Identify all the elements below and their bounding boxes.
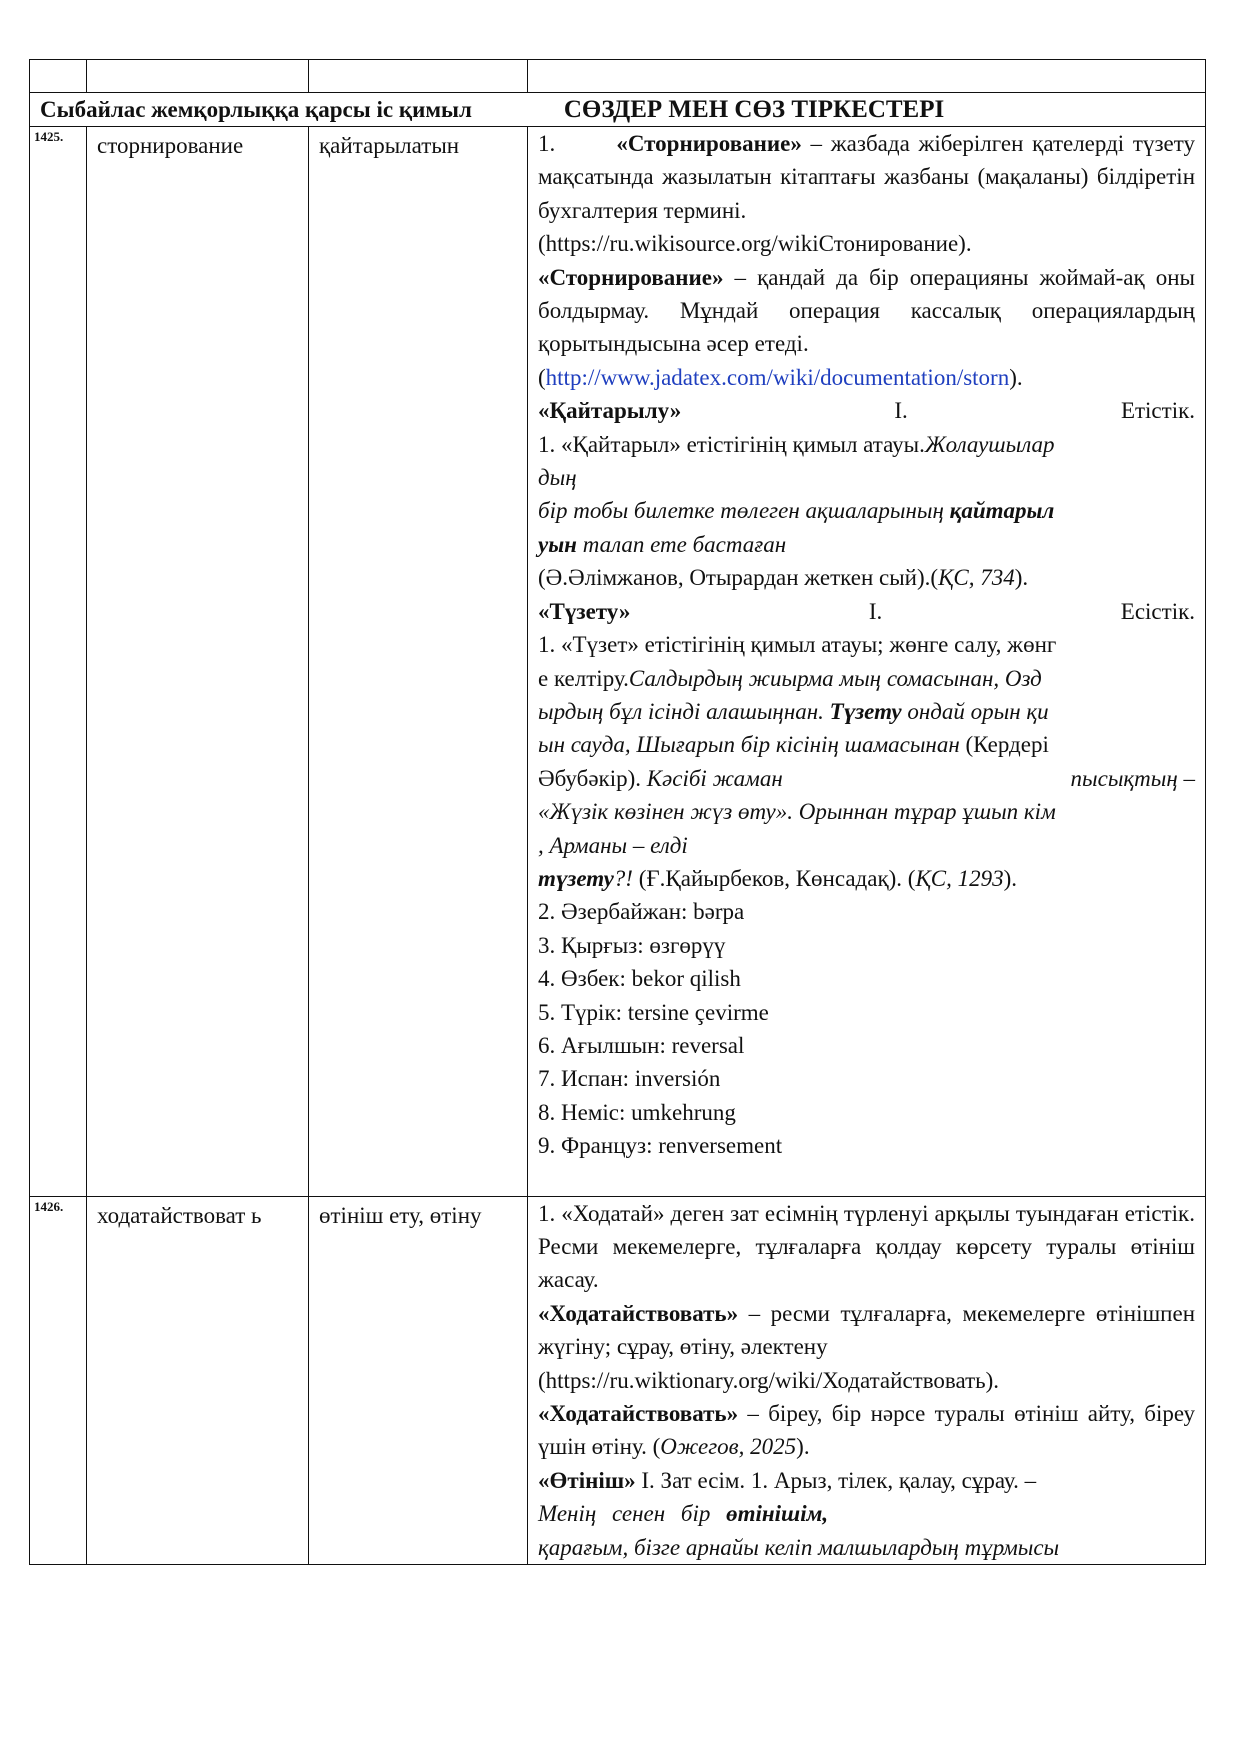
language-equivalent: 8. Неміс: umkehrung — [538, 1099, 736, 1125]
entry-definition — [528, 1196, 1206, 1564]
word-heading: «Қайтарылу» І. Етістік. — [538, 398, 1196, 424]
entry-definition — [528, 127, 1206, 1197]
source-reference: (Ә.Әлімжанов, Отырардан жеткен сый).(ҚС, 734). — [538, 565, 1029, 591]
definition-line: 1. «Қайтарыл» етістігінің қимыл атауы.Жолаушылар — [538, 431, 1055, 457]
definition-paragraph: «Ходатайствовать» – біреу, бір нәрсе туралы өтініш айту, біреу үшін өтіну. (Ожегов, 2025). — [538, 1401, 1195, 1460]
definition-paragraph: 1. «Ходатай» деген зат есімнің түрленуі арқылы туындаған етістік. Ресми мекемелерге, тұлғаларға қолдау көрсету туралы өтініш жасау. — [538, 1200, 1195, 1293]
example-line: «Жүзік көзінен жүз өту». Орыннан тұрар ұшып кім — [538, 799, 1056, 825]
language-equivalent: 7. Испан: inversión — [538, 1066, 721, 1092]
entry-translation: өтініш ету, өтіну — [309, 1196, 528, 1564]
source-reference: (https://ru.wiktionary.org/wiki/Ходатайствовать). — [538, 1367, 1000, 1393]
language-equivalent: 3. Қырғыз: өзгөрүү — [538, 932, 726, 958]
blank-header-row — [30, 60, 1206, 93]
entry-translation: қайтарылатын — [309, 127, 528, 1197]
entry-number: 1425. — [30, 127, 87, 1197]
example-line: бір тобы билетке төлеген ақшаларының қайтарыл — [538, 498, 1055, 524]
entry-row — [30, 1196, 1206, 1564]
entry-term: ходатайствоват ь — [87, 1196, 309, 1564]
definition-paragraph: «Сторнирование» – қандай да бір операцияны жоймай-ақ оны болдырмау. Мұндай операция кассалық операциялардың қорытындысына әсер етеді. — [538, 264, 1195, 357]
dictionary-table — [29, 59, 1206, 1565]
example-line: ырдың бұл ісінді алашыңнан. Түзету ондай орын қи — [538, 698, 1049, 724]
example-line: қарағым, бізге арнайы келіп малшылардың тұрмысы — [538, 1534, 1060, 1560]
entry-term: сторнирование — [87, 127, 309, 1197]
example-line: дың — [538, 465, 577, 491]
example-line: ын сауда, Шығарып бір кісінің шамасынан (Кердері — [538, 732, 1049, 758]
entry-number: 1426. — [30, 1196, 87, 1564]
definition-line: «Өтініш» І. Зат есім. 1. Арыз, тілек, қалау, сұрау. – — [538, 1467, 1037, 1493]
section-heading: СӨЗДЕР МЕН СӨЗ ТІРКЕСТЕРІ — [563, 96, 945, 123]
example-line: Әбубәкір). Кәсібі жаман пысықтың – — [538, 765, 1195, 791]
example-line: Менің сенен бір өтінішім, — [538, 1501, 829, 1527]
source-link[interactable]: http://www.jadatex.com/wiki/documentation/storn — [545, 364, 1010, 390]
definition-paragraph: 1. «Сторнирование» – жазбада жіберілген қателерді түзету мақсатында жазылатын кітаптағы жазбаны (мақаланы) білдіретін бухгалтерия термині. — [538, 131, 1196, 223]
source-reference: (https://ru.wikisource.org/wikiСтонирование). — [538, 231, 972, 257]
example-line: түзету?! (Ғ.Қайырбеков, Көнсадақ). (ҚС, 1293). — [538, 865, 1018, 891]
language-equivalent: 9. Француз: renversement — [538, 1133, 783, 1159]
source-reference: (http://www.jadatex.com/wiki/documentation/storn). — [538, 364, 1023, 390]
section-title: Сыбайлас жемқорлыққа қарсы іс қимыл — [40, 97, 472, 122]
definition-line: 1. «Түзет» етістігінің қимыл атауы; жөнге салу, жөнг — [538, 632, 1057, 658]
language-equivalent: 2. Әзербайжан: bərpa — [538, 899, 745, 925]
example-line: уын талап ете бастаған — [538, 531, 787, 557]
language-equivalent: 5. Түрік: tersine çevirme — [538, 999, 769, 1025]
definition-paragraph: «Ходатайствовать» – ресми тұлғаларға, мекемелерге өтінішпен жүгіну; сұрау, өтіну, әлектену — [538, 1300, 1195, 1360]
section-title-row — [30, 93, 1206, 127]
entry-row — [30, 127, 1206, 1197]
language-equivalent: 4. Өзбек: bekor qilish — [538, 966, 741, 992]
example-line: , Арманы – елді — [538, 832, 688, 858]
language-equivalent: 6. Ағылшын: reversal — [538, 1032, 745, 1058]
example-line: е келтіру.Салдырдың жиырма мың сомасынан, Озд — [538, 665, 1042, 691]
word-heading: «Түзету» І. Есістік. — [538, 598, 1196, 624]
